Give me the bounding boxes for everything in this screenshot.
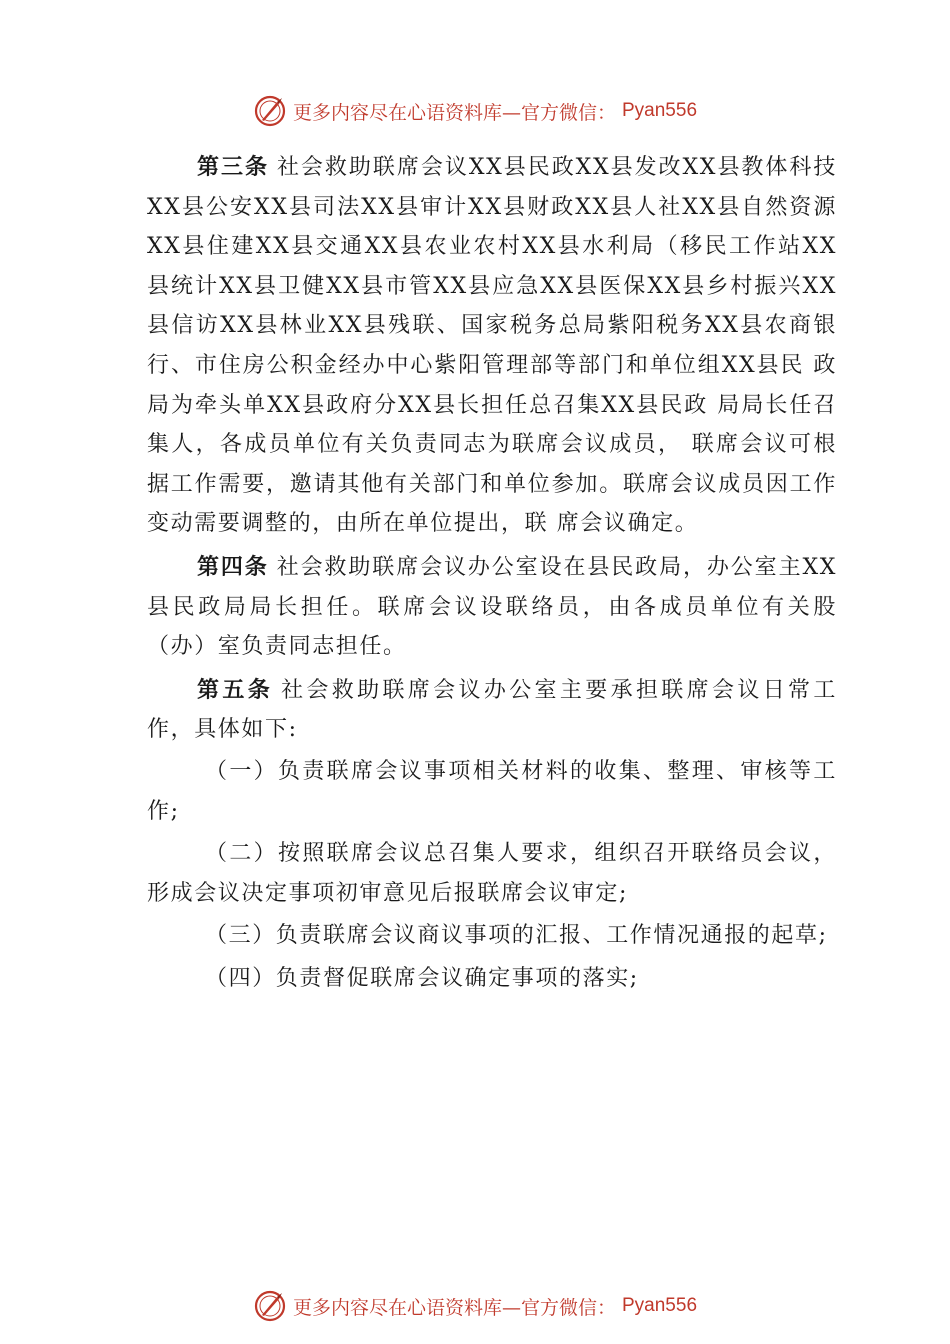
- list-item: （二）按照联席会议总召集人要求，组织召开联络员会议，形成会议决定事项初审意见后报联席会议审定;: [147, 841, 837, 906]
- quill-seal-icon: [253, 94, 287, 128]
- article-3: [147, 148, 837, 544]
- article-4-heading: 第四条: [197, 553, 269, 580]
- article-4-text: 社会救助联席会议办公室设在县民政局，办公室主XX县民政局局长担任。联席会议设联络员，由各成员单位有关股（办）室负责同志担任。: [147, 554, 837, 660]
- banner-wechat-id: Pyan556: [622, 100, 698, 121]
- article-3-heading: 第三条: [197, 154, 269, 180]
- header-banner: [0, 94, 950, 128]
- list-item: （一）负责联席会议事项相关材料的收集、整理、审核等工作;: [147, 758, 837, 824]
- quill-seal-icon: [253, 1289, 287, 1323]
- list-item: （四）负责督促联席会议确定事项的落实;: [205, 965, 639, 991]
- article-5-text: 社会救助联席会议办公室主要承担联席会议日常工作，具体如下:: [147, 677, 838, 743]
- footer-banner: [0, 1289, 950, 1323]
- article-4: [147, 548, 837, 667]
- banner-text: 更多内容尽在心语资料库—官方微信：: [292, 101, 616, 124]
- banner-text: 更多内容尽在心语资料库—官方微信：: [292, 1296, 616, 1319]
- banner: [253, 94, 697, 128]
- article-5: [147, 671, 837, 750]
- article-5-heading: 第五条: [197, 676, 274, 703]
- document-body: [147, 148, 837, 998]
- list-item: （三）负责联席会议商议事项的汇报、工作情况通报的起草;: [205, 923, 828, 949]
- article-3-text: 社会救助联席会议XX县民政XX县发改XX县教体科技XX县公安XX县司法XX县审计XX县财政XX县人社XX县自然资源XX县住建XX县交通XX县农业农村XX县水利局（移民工作站XX县统计XX县卫健XX县市管XX县应急XX县医保XX县乡村振兴XX县信访XX县林业XX县残联、国家税务总局紫阳税务XX县农商银行、市住房公积金经办中心紫阳管理部等部门和单位组XX县民 政局为牵头单XX县政府分XX县长担任总召集XX县民政 局局长任召集人，各成员单位有关负责同志为联席会议成员， 联席会议可根据工作需要，邀请其他有关部门和单位参加。联席会议成员因工作变动需要调整的，由所在单位提出，联 席会议确定。: [147, 155, 837, 537]
- banner-wechat-id: Pyan556: [622, 1295, 698, 1316]
- banner: [253, 1289, 697, 1323]
